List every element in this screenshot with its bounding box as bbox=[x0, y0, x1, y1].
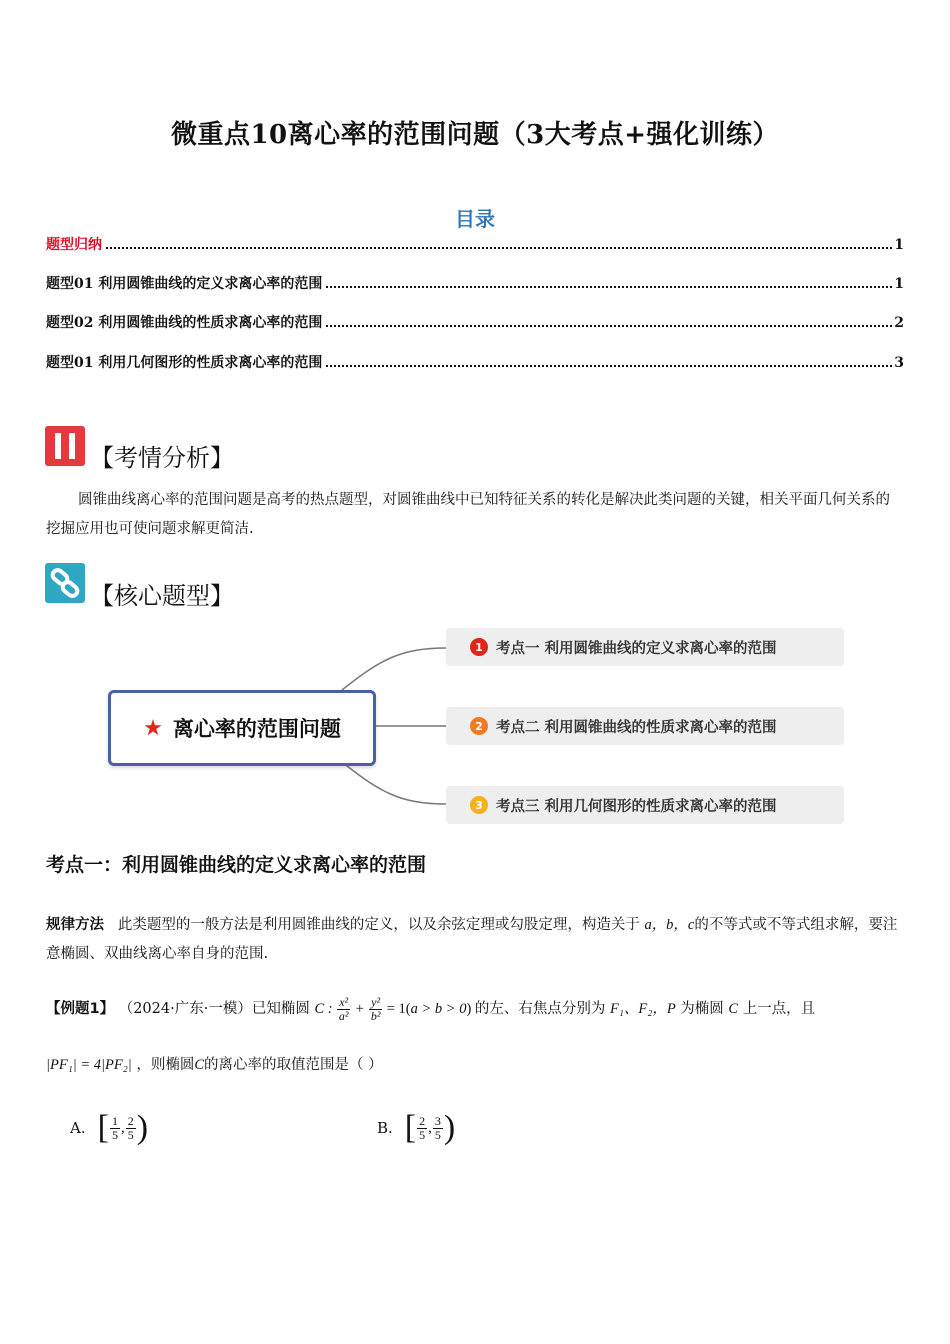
example-question-2: 的离心率的取值范围是（ ） bbox=[204, 1057, 383, 1073]
example-end: 上一点，且 bbox=[742, 1001, 816, 1017]
toc-entry-label[interactable]: 题型01 利用圆锥曲线的定义求离心率的范围 bbox=[46, 276, 323, 292]
toc-page: 1 bbox=[894, 237, 904, 253]
example-foci: F₁、F₂，P bbox=[610, 1001, 676, 1017]
mindmap-branch bbox=[446, 707, 844, 745]
example-line-2 bbox=[46, 1052, 904, 1078]
toc-page: 3 bbox=[894, 355, 904, 371]
toc-entry-label[interactable]: 题型02 利用圆锥曲线的性质求离心率的范围 bbox=[46, 315, 323, 331]
toc-page: 2 bbox=[894, 315, 904, 331]
ellipse-equation: C : $\frac{\text{x²}}{\text{a²}}$ + $\frac{\text{y²}}{\text{b²}}$ = 1(a > b > 0) bbox=[314, 995, 472, 1024]
choice-interval: [ $\frac{2}{5}$ , $\frac{3}{5}$ ) bbox=[404, 1109, 456, 1146]
number-badge: 3 bbox=[470, 796, 488, 814]
choice-interval: [ $\frac{1}{5}$ , $\frac{2}{5}$ ) bbox=[97, 1109, 149, 1146]
example-mid-2: 为椭圆 bbox=[680, 1001, 724, 1017]
example-condition: |PF₁| = 4|PF₂| bbox=[46, 1057, 132, 1073]
toc-entry-label[interactable]: 题型01 利用几何图形的性质求离心率的范围 bbox=[46, 355, 323, 371]
toc-entry[interactable] bbox=[46, 234, 904, 254]
toc-entry-label[interactable]: 题型归纳 bbox=[46, 237, 102, 253]
branch-label: 考点二 利用圆锥曲线的性质求离心率的范围 bbox=[496, 719, 777, 736]
method-text-2: 的不等式或不等式组求解，要注意椭圆、双曲线离心率自身的范围. bbox=[46, 917, 898, 962]
ellipse-symbol: C bbox=[728, 1001, 739, 1017]
toc-entry[interactable] bbox=[46, 352, 904, 372]
method-vars: a，b，c bbox=[644, 917, 695, 933]
analysis-paragraph: 圆锥曲线离心率的范围问题是高考的热点题型，对圆锥曲线中已知特征关系的转化是解决此类问题的关键，相关平面几何关系的挖掘应用也可使问题求解更简洁. bbox=[46, 492, 890, 537]
toc-leader bbox=[326, 324, 892, 327]
mindmap-center-node bbox=[108, 690, 376, 766]
example-label: 【例题1】 bbox=[46, 1001, 115, 1017]
page-title: 微重点10离心率的范围问题（3大考点+强化训练） bbox=[170, 120, 780, 150]
example-question: ，则椭圆 bbox=[136, 1057, 195, 1073]
mindmap-branch bbox=[446, 786, 844, 824]
link-icon bbox=[45, 563, 85, 607]
ellipse-symbol: C bbox=[194, 1057, 205, 1073]
toc-leader bbox=[326, 285, 892, 288]
choice-a[interactable] bbox=[70, 1111, 148, 1145]
toc-entry[interactable] bbox=[46, 273, 904, 293]
toc-entry[interactable] bbox=[46, 312, 904, 332]
branch-label: 考点三 利用几何图形的性质求离心率的范围 bbox=[496, 798, 777, 815]
method-text: 此类题型的一般方法是利用圆锥曲线的定义，以及余弦定理或勾股定理，构造关于 bbox=[117, 917, 640, 933]
method-paragraph bbox=[46, 911, 904, 969]
analysis-heading: 【考情分析】 bbox=[90, 444, 234, 472]
method-label: 规律方法 bbox=[46, 917, 104, 933]
example-mid: 的左、右焦点分别为 bbox=[474, 1001, 606, 1017]
core-heading: 【核心题型】 bbox=[90, 582, 234, 610]
mindmap-center-label: 离心率的范围问题 bbox=[172, 717, 341, 741]
branch-label: 考点一 利用圆锥曲线的定义求离心率的范围 bbox=[496, 640, 777, 657]
toc-leader bbox=[106, 246, 892, 249]
example-line-1 bbox=[46, 996, 904, 1023]
mindmap-branch bbox=[446, 628, 844, 666]
toc-page: 1 bbox=[894, 276, 904, 292]
kaodian-heading: 考点一：利用圆锥曲线的定义求离心率的范围 bbox=[46, 854, 427, 876]
toc-heading: 目录 bbox=[455, 207, 495, 231]
choice-label: A. bbox=[70, 1119, 86, 1137]
number-badge: 1 bbox=[470, 638, 488, 656]
toc-leader bbox=[326, 364, 892, 367]
choice-label: B. bbox=[377, 1119, 393, 1137]
star-icon: ★ bbox=[143, 715, 163, 741]
choice-b[interactable] bbox=[377, 1111, 455, 1145]
number-badge: 2 bbox=[470, 717, 488, 735]
analysis-icon bbox=[45, 426, 85, 470]
example-source: （2024·广东·一模）已知椭圆 bbox=[118, 1001, 310, 1017]
